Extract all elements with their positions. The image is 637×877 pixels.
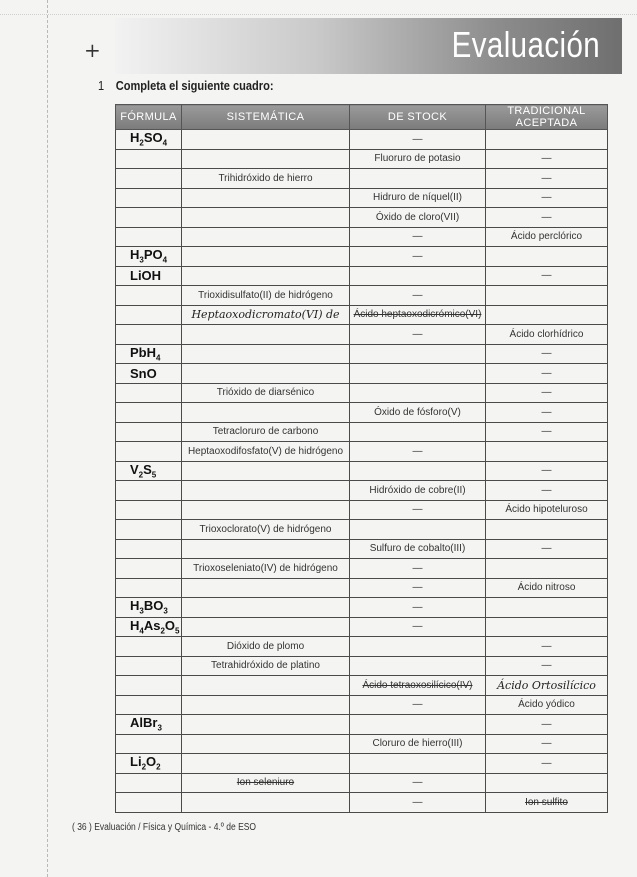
formula-symbol: O <box>146 754 157 770</box>
cell-sistematica[interactable] <box>182 208 350 228</box>
cell-sistematica[interactable] <box>182 559 350 579</box>
formula-subscript: 4 <box>162 139 168 149</box>
formula-symbol: H <box>130 247 140 263</box>
cell-tradicional[interactable] <box>486 715 608 735</box>
cell-tradicional[interactable] <box>486 305 608 325</box>
cell-sistematica[interactable] <box>182 227 350 247</box>
formula-symbol: BO <box>143 598 164 614</box>
formula-subscript: 4 <box>156 353 161 363</box>
cell-tradicional[interactable] <box>486 656 608 676</box>
cell-stock[interactable] <box>350 793 486 813</box>
cell-formula[interactable] <box>116 559 182 579</box>
dash-mark: — <box>412 250 423 262</box>
dash-mark: — <box>412 621 423 633</box>
cell-tradicional[interactable] <box>486 130 608 150</box>
cell-sistematica[interactable] <box>182 793 350 813</box>
cell-sistematica[interactable] <box>182 266 350 286</box>
cell-formula[interactable] <box>116 500 182 520</box>
cell-formula[interactable] <box>116 442 182 462</box>
dash-mark: — <box>412 231 423 243</box>
cell-formula[interactable] <box>116 617 182 637</box>
formula-subscript: 3 <box>163 607 168 617</box>
formula-symbol: SnO <box>130 365 157 381</box>
table-row <box>116 695 608 715</box>
header-stock: DE STOCK <box>350 105 486 130</box>
cell-formula[interactable] <box>116 188 182 208</box>
cell-stock[interactable] <box>350 188 486 208</box>
cell-tradicional[interactable] <box>486 520 608 540</box>
cell-formula[interactable] <box>116 286 182 306</box>
cell-formula[interactable] <box>116 734 182 754</box>
formula-subscript: 3 <box>139 607 144 617</box>
cell-tradicional[interactable] <box>486 461 608 481</box>
cell-tradicional[interactable] <box>486 188 608 208</box>
cell-stock[interactable] <box>350 500 486 520</box>
table-row <box>116 227 608 247</box>
cell-formula[interactable] <box>116 598 182 618</box>
formula-symbol: As <box>143 617 161 633</box>
formula-symbol: LiOH <box>130 268 162 284</box>
cell-formula[interactable] <box>116 305 182 325</box>
cell-tradicional-text: Ácido perclórico <box>510 231 583 243</box>
dash-mark: — <box>541 757 552 769</box>
dash-mark: — <box>412 445 423 457</box>
table-row <box>116 773 608 793</box>
cell-tradicional-text: Ion sulfito <box>525 796 568 808</box>
cell-tradicional[interactable] <box>486 325 608 345</box>
formula-symbol: PO <box>143 247 163 263</box>
table-row <box>116 188 608 208</box>
cell-stock[interactable] <box>350 364 486 384</box>
cell-stock[interactable] <box>350 481 486 501</box>
page-footer: ( 36 ) Evaluación / Física y Química - 4.º de ESO <box>72 822 257 833</box>
cell-tradicional[interactable] <box>486 169 608 189</box>
dash-mark: — <box>412 289 423 301</box>
formula-subscript: 2 <box>139 139 144 149</box>
cell-sistematica[interactable] <box>182 715 350 735</box>
cell-stock[interactable] <box>350 169 486 189</box>
table-row <box>116 208 608 228</box>
cell-tradicional[interactable] <box>486 539 608 559</box>
table-row <box>116 520 608 540</box>
dash-mark: — <box>541 738 552 750</box>
cell-tradicional[interactable] <box>486 773 608 793</box>
table-row <box>116 500 608 520</box>
cell-formula[interactable] <box>116 461 182 481</box>
formula-subscript: 2 <box>141 763 147 773</box>
cell-sistematica[interactable] <box>182 676 350 696</box>
formula-symbol: V <box>130 461 139 477</box>
dash-mark: — <box>412 601 423 613</box>
cell-sistematica[interactable] <box>182 734 350 754</box>
dash-mark: — <box>412 582 423 594</box>
formula-subscript: 2 <box>138 470 144 480</box>
cell-stock[interactable] <box>350 325 486 345</box>
cell-stock[interactable] <box>350 247 486 267</box>
cell-stock[interactable] <box>350 266 486 286</box>
cell-tradicional[interactable] <box>486 500 608 520</box>
cell-sistematica[interactable] <box>182 637 350 657</box>
cell-sistematica[interactable] <box>182 754 350 774</box>
table-row <box>116 637 608 657</box>
table-row <box>116 715 608 735</box>
cell-stock[interactable] <box>350 598 486 618</box>
table-row <box>116 559 608 579</box>
header-sistematica: SISTEMÁTICA <box>182 105 350 130</box>
cell-stock[interactable] <box>350 559 486 579</box>
dash-mark: — <box>541 387 552 399</box>
formula-symbol: PbH <box>130 344 156 360</box>
header-tradicional: TRADICIONAL ACEPTADA <box>486 105 608 130</box>
cell-stock[interactable] <box>350 461 486 481</box>
cell-tradicional[interactable] <box>486 286 608 306</box>
cell-formula[interactable] <box>116 403 182 423</box>
pen-mark: + <box>84 38 101 62</box>
cell-tradicional[interactable] <box>486 793 608 813</box>
cell-stock[interactable] <box>350 442 486 462</box>
cell-sistematica[interactable] <box>182 149 350 169</box>
table-row <box>116 754 608 774</box>
table-row <box>116 578 608 598</box>
table-row <box>116 266 608 286</box>
cell-sistematica-text: Dióxido de plomo <box>226 640 305 652</box>
table-row <box>116 676 608 696</box>
dash-mark: — <box>541 367 552 379</box>
dash-mark: — <box>412 328 423 340</box>
table-row <box>116 286 608 306</box>
cell-stock[interactable] <box>350 715 486 735</box>
cell-formula[interactable] <box>116 169 182 189</box>
cell-sistematica-text: Ion seleniuro <box>236 777 295 789</box>
cell-stock[interactable] <box>350 637 486 657</box>
cell-sistematica-text: Trióxido de diarsénico <box>216 387 315 399</box>
cell-formula[interactable] <box>116 130 182 150</box>
cell-sistematica[interactable] <box>182 500 350 520</box>
cell-stock[interactable] <box>350 130 486 150</box>
dash-mark: — <box>541 426 552 438</box>
table-row <box>116 461 608 481</box>
formula-symbol: H <box>130 598 140 614</box>
cell-sistematica[interactable] <box>182 169 350 189</box>
cell-stock[interactable] <box>350 734 486 754</box>
dash-mark: — <box>541 640 552 652</box>
table-row <box>116 734 608 754</box>
cell-formula[interactable] <box>116 383 182 403</box>
cell-formula[interactable] <box>116 773 182 793</box>
cell-stock[interactable] <box>350 578 486 598</box>
table-row <box>116 617 608 637</box>
cell-formula[interactable] <box>116 520 182 540</box>
dash-mark: — <box>541 660 552 672</box>
cell-stock[interactable] <box>350 383 486 403</box>
cell-tradicional[interactable] <box>486 617 608 637</box>
table-row <box>116 598 608 618</box>
formula-subscript: 4 <box>162 256 168 266</box>
formula-symbol: O <box>164 617 176 633</box>
cell-tradicional[interactable] <box>486 227 608 247</box>
cell-sistematica[interactable] <box>182 325 350 345</box>
cell-stock[interactable] <box>350 656 486 676</box>
dash-mark: — <box>541 348 552 360</box>
cell-stock[interactable] <box>350 773 486 793</box>
cell-stock[interactable] <box>350 149 486 169</box>
cell-tradicional[interactable] <box>486 754 608 774</box>
cell-formula[interactable] <box>116 539 182 559</box>
cell-stock-text: Óxido de fósforo(V) <box>374 406 461 418</box>
cell-sistematica[interactable] <box>182 130 350 150</box>
dash-mark: — <box>541 192 552 204</box>
question-number: 1 <box>98 78 105 93</box>
cell-sistematica[interactable] <box>182 617 350 637</box>
dash-mark: — <box>412 504 423 516</box>
cell-tradicional[interactable] <box>486 442 608 462</box>
cell-sistematica[interactable] <box>182 305 350 325</box>
dash-mark: — <box>541 406 552 418</box>
cell-formula[interactable] <box>116 149 182 169</box>
cell-sistematica[interactable] <box>182 422 350 442</box>
cell-formula[interactable] <box>116 578 182 598</box>
formula-subscript: 3 <box>157 724 162 734</box>
cell-stock[interactable] <box>350 676 486 696</box>
formula-symbol: H <box>130 130 140 146</box>
formula-symbol: S <box>143 461 152 477</box>
formula-symbol: AlBr <box>130 715 158 731</box>
cell-tradicional-text: Ácido hipoteluroso <box>505 504 588 516</box>
formula-symbol: H <box>130 617 140 633</box>
cell-tradicional[interactable] <box>486 266 608 286</box>
cell-sistematica[interactable] <box>182 578 350 598</box>
cell-formula[interactable] <box>116 656 182 676</box>
dash-mark: — <box>541 484 552 496</box>
cell-sistematica[interactable] <box>182 383 350 403</box>
cell-tradicional[interactable] <box>486 578 608 598</box>
dash-mark: — <box>541 718 552 730</box>
cell-sistematica[interactable] <box>182 403 350 423</box>
table-row <box>116 422 608 442</box>
cell-sistematica[interactable] <box>182 773 350 793</box>
question-text: Completa el siguiente cuadro: <box>115 78 274 93</box>
cell-stock[interactable] <box>350 754 486 774</box>
formula-subscript: 3 <box>139 256 144 266</box>
cell-stock-text: Sulfuro de cobalto(III) <box>369 543 466 555</box>
dash-mark: — <box>412 562 423 574</box>
cell-tradicional[interactable] <box>486 481 608 501</box>
table-row <box>116 149 608 169</box>
cell-tradicional[interactable] <box>486 637 608 657</box>
table-row <box>116 656 608 676</box>
cell-stock-text: Hidróxido de cobre(II) <box>369 484 466 496</box>
cell-stock-text: Cloruro de hierro(III) <box>372 738 463 750</box>
cell-tradicional[interactable] <box>486 598 608 618</box>
table-row <box>116 305 608 325</box>
cell-tradicional[interactable] <box>486 344 608 364</box>
table-row <box>116 442 608 462</box>
cell-sistematica-text: Trioxoclorato(V) de hidrógeno <box>199 523 332 535</box>
dash-mark: — <box>412 796 423 808</box>
cell-stock[interactable] <box>350 344 486 364</box>
cell-tradicional-text: Ácido nitroso <box>517 582 576 594</box>
dash-mark: — <box>541 211 552 223</box>
cell-sistematica[interactable] <box>182 481 350 501</box>
table-row <box>116 539 608 559</box>
cell-formula[interactable] <box>116 715 182 735</box>
cell-sistematica-text: Tetrahidróxido de platino <box>211 660 320 672</box>
header-formula: FÓRMULA <box>116 105 182 130</box>
title-banner <box>115 18 622 74</box>
cell-formula[interactable] <box>116 227 182 247</box>
cell-stock[interactable] <box>350 286 486 306</box>
cell-sistematica[interactable] <box>182 188 350 208</box>
cell-stock-text: Óxido de cloro(VII) <box>375 211 460 223</box>
cell-formula[interactable] <box>116 481 182 501</box>
formula-subscript: 2 <box>160 626 165 636</box>
cell-formula[interactable] <box>116 695 182 715</box>
table-row <box>116 325 608 345</box>
cell-tradicional-text: Ácido clorhídrico <box>509 328 584 340</box>
page-title: Evaluación <box>451 24 600 65</box>
cell-tradicional[interactable] <box>486 422 608 442</box>
cell-tradicional[interactable] <box>486 383 608 403</box>
formula-symbol: Li <box>130 754 142 770</box>
table-row <box>116 364 608 384</box>
cell-sistematica[interactable] <box>182 539 350 559</box>
cell-formula[interactable] <box>116 266 182 286</box>
cell-stock-text: Ácido heptaoxodicrómico(VI) <box>353 309 482 321</box>
dash-mark: — <box>541 153 552 165</box>
table-row <box>116 383 608 403</box>
table-row <box>116 481 608 501</box>
cell-formula[interactable] <box>116 793 182 813</box>
cell-formula[interactable] <box>116 325 182 345</box>
cell-tradicional[interactable] <box>486 149 608 169</box>
formula-subscript: 4 <box>139 626 144 636</box>
cell-stock[interactable] <box>350 208 486 228</box>
cell-tradicional[interactable] <box>486 403 608 423</box>
cell-tradicional[interactable] <box>486 364 608 384</box>
nomenclature-table <box>115 104 608 813</box>
table-row <box>116 344 608 364</box>
cell-tradicional[interactable] <box>486 208 608 228</box>
cell-sistematica[interactable] <box>182 442 350 462</box>
question-heading <box>98 78 274 93</box>
cell-sistematica[interactable] <box>182 344 350 364</box>
dash-mark: — <box>412 777 423 789</box>
cell-sistematica-text: Heptaoxodicromato(VI) de <box>191 308 340 322</box>
cell-formula[interactable] <box>116 208 182 228</box>
dash-mark: — <box>541 543 552 555</box>
cell-sistematica[interactable] <box>182 286 350 306</box>
dash-mark: — <box>541 465 552 477</box>
margin-line <box>47 0 49 877</box>
table-row <box>116 169 608 189</box>
cell-stock[interactable] <box>350 305 486 325</box>
formula-subscript: 5 <box>175 626 180 636</box>
cell-stock[interactable] <box>350 520 486 540</box>
table-row <box>116 403 608 423</box>
cell-formula[interactable] <box>116 422 182 442</box>
formula-subscript: 5 <box>151 470 157 480</box>
cell-tradicional-text: Ácido yódico <box>518 699 575 711</box>
cell-sistematica[interactable] <box>182 520 350 540</box>
cell-formula[interactable] <box>116 247 182 267</box>
formula-symbol: SO <box>143 130 163 146</box>
cell-sistematica-text: Tetracloruro de carbono <box>212 426 319 438</box>
cell-stock[interactable] <box>350 227 486 247</box>
cell-stock[interactable] <box>350 695 486 715</box>
cell-stock-text: Hidruro de níquel(II) <box>373 192 462 204</box>
cell-tradicional[interactable] <box>486 695 608 715</box>
cell-stock[interactable] <box>350 539 486 559</box>
cell-sistematica-text: Trioxoseleniato(IV) de hidrógeno <box>193 562 338 574</box>
cell-sistematica[interactable] <box>182 461 350 481</box>
dash-mark: — <box>541 172 552 184</box>
cell-formula[interactable] <box>116 754 182 774</box>
cell-formula[interactable] <box>116 344 182 364</box>
dash-mark: — <box>541 270 552 282</box>
cell-formula[interactable] <box>116 676 182 696</box>
cell-tradicional[interactable] <box>486 247 608 267</box>
cell-sistematica[interactable] <box>182 598 350 618</box>
dash-mark: — <box>412 133 423 145</box>
cell-formula[interactable] <box>116 364 182 384</box>
cell-stock[interactable] <box>350 422 486 442</box>
cell-sistematica[interactable] <box>182 247 350 267</box>
cell-tradicional-text: Ácido Ortosilícico <box>497 678 596 692</box>
cell-formula[interactable] <box>116 637 182 657</box>
table-row <box>116 130 608 150</box>
cell-stock-text: Ácido tetraoxosilícico(IV) <box>362 679 473 691</box>
table-row <box>116 793 608 813</box>
cell-sistematica-text: Trihidróxido de hierro <box>218 172 313 184</box>
table-row <box>116 247 608 267</box>
cell-sistematica[interactable] <box>182 656 350 676</box>
formula-subscript: 2 <box>156 763 161 773</box>
top-edge <box>0 0 637 15</box>
cell-stock[interactable] <box>350 617 486 637</box>
cell-tradicional[interactable] <box>486 676 608 696</box>
cell-stock[interactable] <box>350 403 486 423</box>
cell-stock-text: Fluoruro de potasio <box>374 153 461 165</box>
cell-tradicional[interactable] <box>486 734 608 754</box>
cell-sistematica-text: Trioxidisulfato(II) de hidrógeno <box>198 289 333 301</box>
cell-sistematica[interactable] <box>182 364 350 384</box>
dash-mark: — <box>412 699 423 711</box>
cell-tradicional[interactable] <box>486 559 608 579</box>
cell-sistematica[interactable] <box>182 695 350 715</box>
cell-sistematica-text: Heptaoxodifosfato(V) de hidrógeno <box>187 445 344 457</box>
table-header-row <box>116 105 608 130</box>
